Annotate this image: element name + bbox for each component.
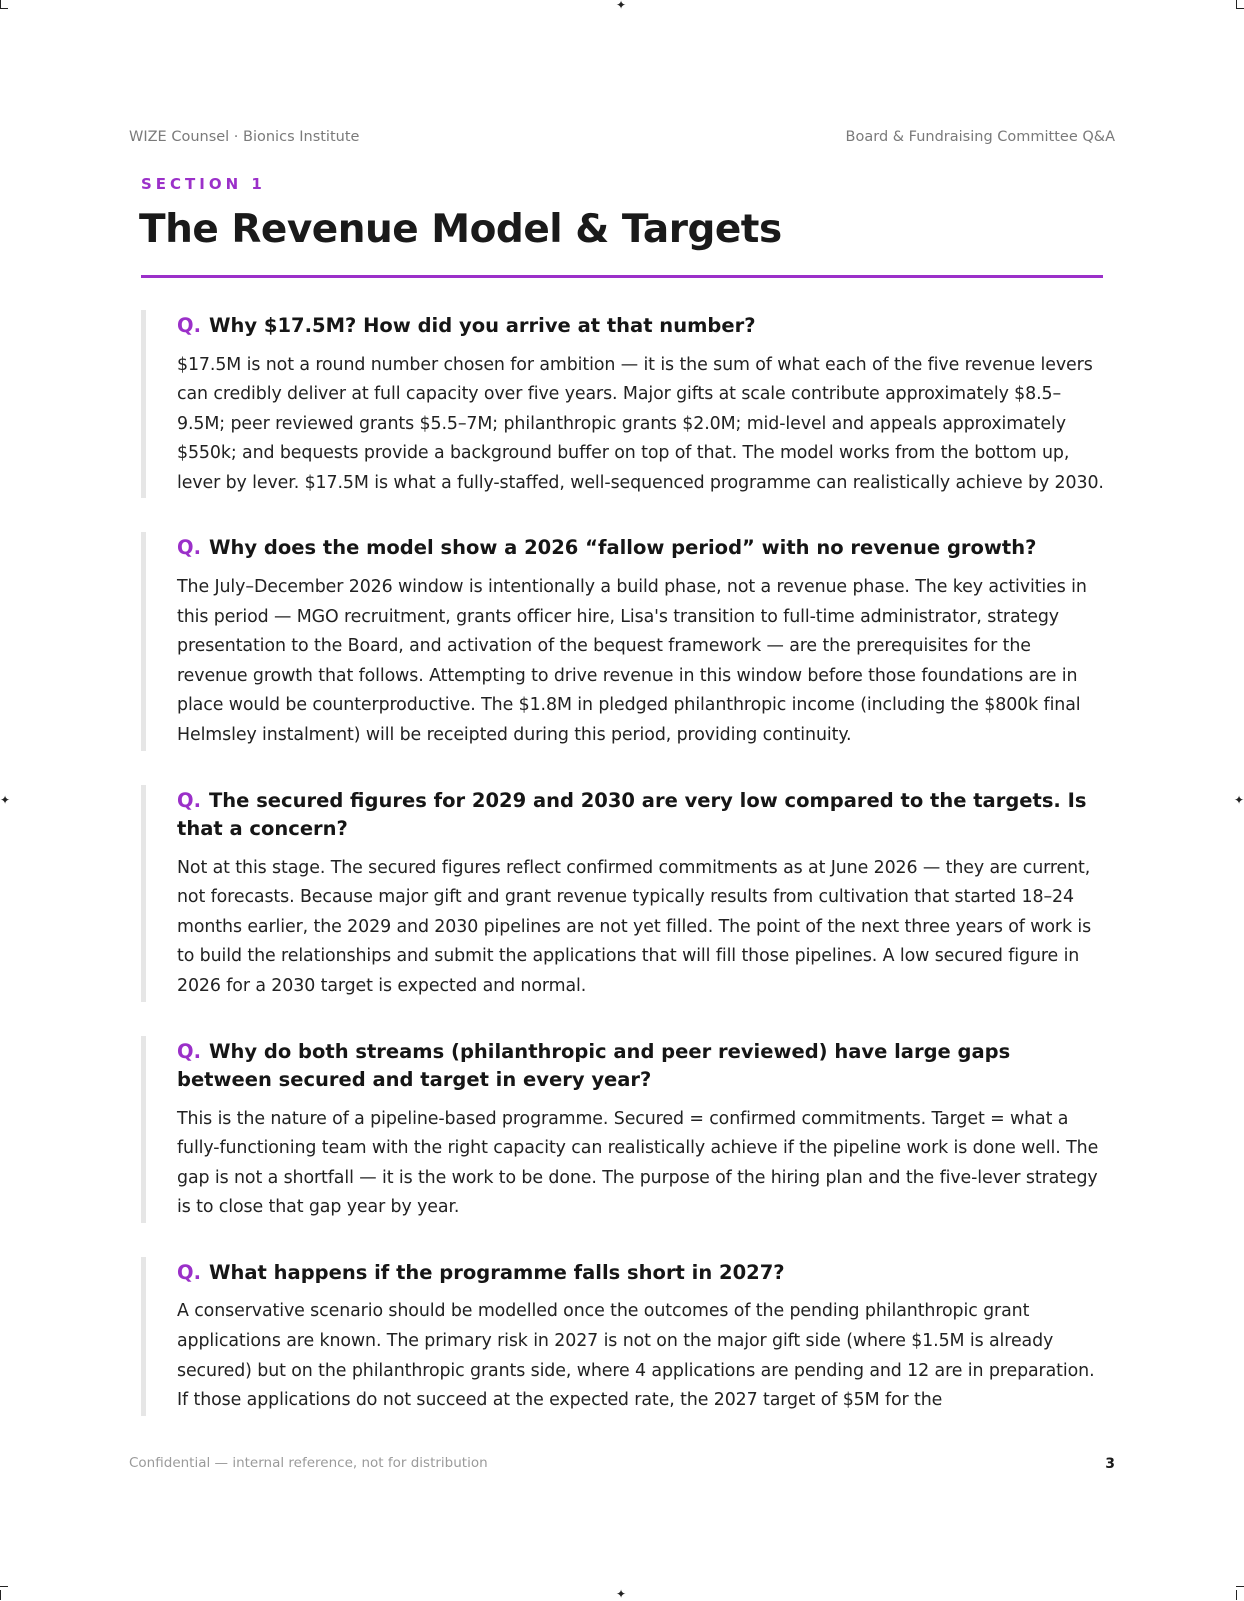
section-label: SECTION 1 <box>141 175 266 193</box>
running-header <box>129 129 1115 149</box>
qa-item <box>141 532 1105 750</box>
question <box>177 1257 1105 1288</box>
header-organization: WIZE Counsel · Bionics Institute <box>129 129 360 145</box>
answer: $17.5M is not a round number chosen for ambition — it is the sum of what each of the five revenue levers can credibly deliver at full capacity over five years. Major gifts at scale contribute approximately $8.5–9.5M; peer reviewed grants $5.5–7M; philanthropic grants $2.0M; mid-level and appeals approximately $550k; and bequests provide a background buffer on top of that. The model works from the bottom up, lever by lever. $17.5M is what a fully-staffed, well-sequenced programme can realistically achieve by 2030. <box>177 354 1104 493</box>
title-divider <box>141 275 1103 278</box>
page-number: 3 <box>1105 1456 1115 1472</box>
question <box>177 532 1105 563</box>
question-text: Why does the model show a 2026 “fallow period” with no revenue growth? <box>209 536 1037 560</box>
registration-mark-top: ✦ <box>616 0 627 12</box>
question <box>177 785 1105 844</box>
question-marker: Q. <box>177 788 201 812</box>
answer: A conservative scenario should be modelled once the outcomes of the pending philanthropic grant applications are known. The primary risk in 2027 is not on the major gift side (where $1.5M is already secured) but on the philanthropic grants side, where 4 applications are pending and 12 are in preparation. If those applications do not succeed at the expected rate, the 2027 target of $5M for the <box>177 1301 1095 1411</box>
qa-item <box>141 1036 1105 1223</box>
running-footer <box>129 1455 1115 1475</box>
confidentiality-notice: Confidential — internal reference, not for distribution <box>129 1455 488 1471</box>
crop-mark-top-left-h <box>0 8 8 9</box>
question <box>177 310 1105 341</box>
question-marker: Q. <box>177 314 201 337</box>
question-marker: Q. <box>177 1039 201 1063</box>
question-text: Why $17.5M? How did you arrive at that number? <box>209 314 756 337</box>
question-text: What happens if the programme falls short in 2027? <box>209 1260 785 1284</box>
crop-mark-top-left <box>0 0 1 8</box>
question-marker: Q. <box>177 1260 201 1284</box>
answer: Not at this stage. The secured figures reflect confirmed commitments as at June 2026 — they are current, not forecasts. Because major gift and grant revenue typically results from cultivation that started 18–24 months earlier, the 2029 and 2030 pipelines are not yet filled. The point of the next three years of work is to build the relationships and submit the applications that will fill those pipelines. A low secured figure in 2026 for a 2030 target is expected and normal. <box>177 857 1092 996</box>
qa-item <box>141 1257 1105 1416</box>
registration-mark-right: ✦ <box>1234 793 1244 807</box>
qa-item <box>141 785 1105 1002</box>
crop-mark-top-right-h <box>1236 8 1244 9</box>
question-text: The secured figures for 2029 and 2030 are very low compared to the targets. Is that a concern? <box>177 788 1087 841</box>
crop-mark-bottom-right-h <box>1236 1586 1244 1587</box>
qa-list <box>141 310 1105 1445</box>
crop-mark-bottom-left <box>0 1590 1 1600</box>
crop-mark-bottom-right <box>1236 1590 1237 1600</box>
question <box>177 1036 1105 1095</box>
page-title: The Revenue Model & Targets <box>139 207 782 252</box>
crop-mark-top-right <box>1236 0 1237 8</box>
answer: This is the nature of a pipeline-based programme. Secured = confirmed commitments. Target = what a fully-functioning team with the right capacity can realistically achieve if the pipeline work is done well. The gap is not a shortfall — it is the work to be done. The purpose of the hiring plan and the five-lever strategy is to close that gap year by year. <box>177 1108 1099 1218</box>
header-document-title: Board & Fundraising Committee Q&A <box>845 129 1115 145</box>
registration-mark-bottom: ✦ <box>616 1587 627 1601</box>
answer: The July–December 2026 window is intentionally a build phase, not a revenue phase. The key activities in this period — MGO recruitment, grants officer hire, Lisa's transition to full-time administrator, strategy presentation to the Board, and activation of the bequest framework — are the prerequisites for the revenue growth that follows. Attempting to drive revenue in this window before those foundations are in place would be counterproductive. The $1.8M in pledged philanthropic income (including the $800k final Helmsley instalment) will be receipted during this period, providing continuity. <box>177 576 1087 745</box>
registration-mark-left: ✦ <box>0 793 11 807</box>
crop-mark-bottom-left-h <box>0 1586 8 1587</box>
qa-item <box>141 310 1105 498</box>
question-text: Why do both streams (philanthropic and peer reviewed) have large gaps between secured and target in every year? <box>177 1039 1011 1091</box>
question-marker: Q. <box>177 536 201 560</box>
